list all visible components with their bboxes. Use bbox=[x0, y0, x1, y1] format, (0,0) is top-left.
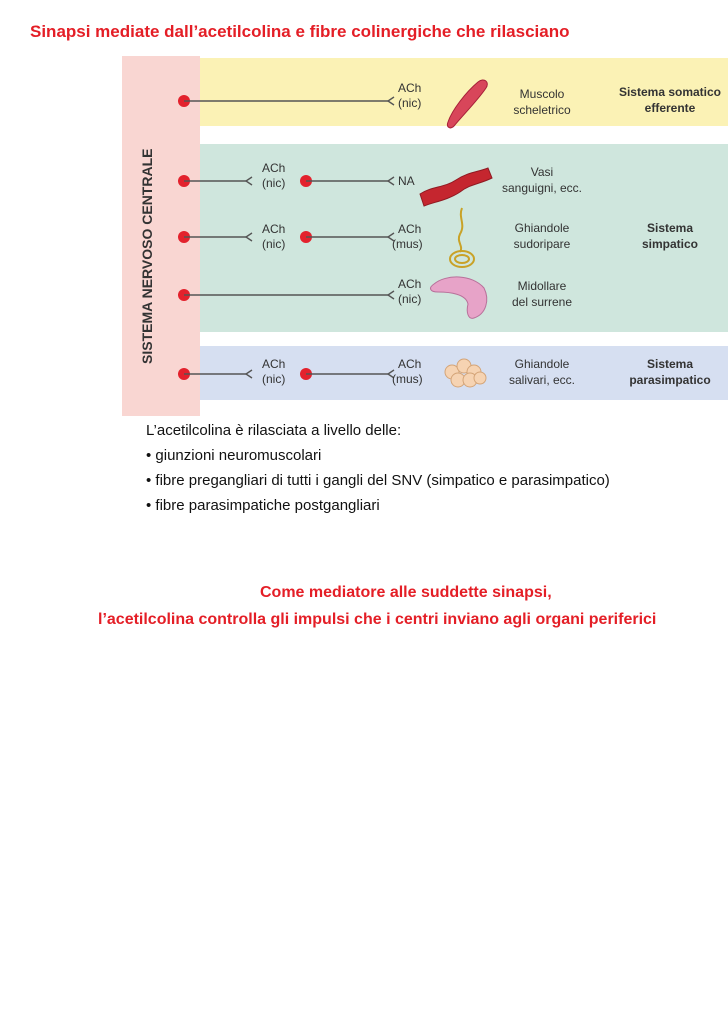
system-label: efferente bbox=[644, 101, 696, 115]
receptor-label: (mus) bbox=[392, 372, 423, 386]
system-label: Sistema bbox=[646, 221, 694, 235]
conclusion-line-1: Come mediatore alle suddette sinapsi, bbox=[260, 584, 552, 601]
organ-label: Ghiandole bbox=[514, 357, 570, 371]
nt-label: ACh bbox=[262, 357, 286, 371]
nt-label: ACh bbox=[398, 81, 422, 95]
organ-label: Ghiandole bbox=[514, 221, 570, 235]
cns-label: SISTEMA NERVOSO CENTRALE bbox=[139, 148, 155, 364]
list-item: • fibre parasimpatiche postgangliari bbox=[146, 497, 380, 514]
nt-label: ACh bbox=[398, 357, 422, 371]
organ-label: salivari, ecc. bbox=[508, 373, 576, 387]
nt-label: ACh bbox=[398, 222, 422, 236]
nt-label: NA bbox=[398, 174, 415, 188]
system-label: Sistema somatico bbox=[618, 85, 722, 99]
organ-label: sanguigni, ecc. bbox=[501, 181, 583, 195]
receptor-label: (nic) bbox=[262, 176, 286, 190]
organ-label: sudoripare bbox=[513, 237, 571, 251]
system-label: simpatico bbox=[641, 237, 699, 251]
receptor-label: (nic) bbox=[262, 372, 286, 386]
receptor-label: (nic) bbox=[262, 237, 286, 251]
organ-label: Vasi bbox=[530, 165, 554, 179]
release-sites-list bbox=[146, 418, 610, 518]
system-label: parasimpatico bbox=[629, 373, 711, 387]
receptor-label: (nic) bbox=[398, 292, 422, 306]
list-item: • fibre pregangliari di tutti i gangli del SNV (simpatico e parasimpatico) bbox=[146, 472, 610, 489]
receptor-label: (nic) bbox=[398, 96, 422, 110]
nt-label: ACh bbox=[398, 277, 422, 291]
list-item: • giunzioni neuromuscolari bbox=[146, 447, 322, 464]
system-label: Sistema bbox=[646, 357, 694, 371]
list-intro: L’acetilcolina è rilasciata a livello delle: bbox=[146, 422, 402, 439]
receptor-label: (mus) bbox=[392, 237, 423, 251]
cholinergic-synapse-diagram bbox=[122, 56, 728, 416]
page-title: Sinapsi mediate dall’acetilcolina e fibre colinergiche che rilasciano bbox=[30, 22, 570, 41]
nt-label: ACh bbox=[262, 222, 286, 236]
conclusion-line-2: l’acetilcolina controlla gli impulsi che i centri inviano agli organi periferici bbox=[98, 611, 657, 628]
organ-label: Midollare bbox=[517, 279, 567, 293]
nt-label: ACh bbox=[262, 161, 286, 175]
organ-label: Muscolo bbox=[519, 87, 565, 101]
organ-label: scheletrico bbox=[513, 103, 571, 117]
organ-label: del surrene bbox=[511, 295, 573, 309]
